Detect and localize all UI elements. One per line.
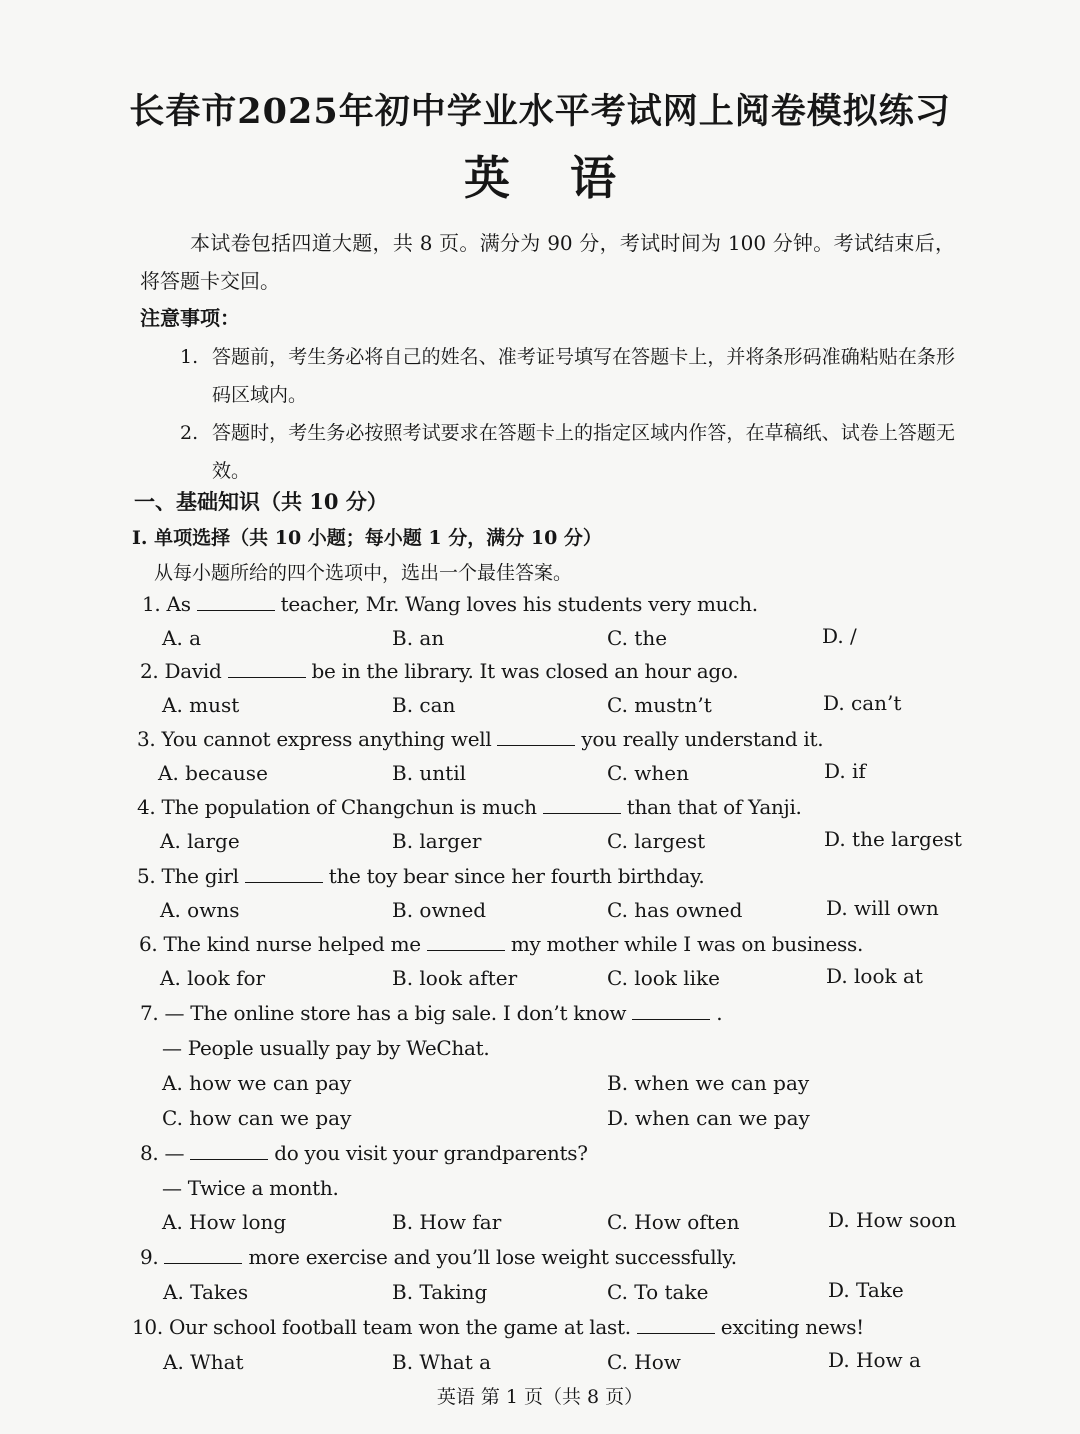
question-text-after: . [716,1001,723,1025]
option-a: A. Takes [163,1280,249,1304]
answer-blank [427,934,505,951]
answer-blank [190,1143,268,1160]
notice-number: 2. [180,422,199,444]
option-c: C. has owned [607,898,743,922]
question-stem [140,1141,588,1165]
question-stem [132,1315,864,1339]
answer-blank [497,729,575,746]
answer-blank [543,797,621,814]
subject-char-2: 语 [570,151,616,205]
option-d: D. the largest [824,827,962,851]
option-a: A. because [158,761,268,785]
option-d: D. How soon [828,1208,957,1232]
subject-title [0,142,1080,208]
page-footer: 英语 第 1 页（共 8 页） [436,1386,644,1408]
option-d: D. / [822,624,857,648]
question-text-after: be in the library. It was closed an hour ago. [311,659,739,683]
option-a: A. must [162,693,240,717]
option-c: C. To take [607,1280,709,1304]
question-number: 9. [140,1245,159,1269]
option-b: B. when we can pay [607,1071,810,1095]
part-instruction: 从每小题所给的四个选项中，选出一个最佳答案。 [154,562,573,584]
option-b: B. What a [392,1350,492,1374]
question-text-before: The girl [161,864,239,888]
option-d: D. Take [828,1278,904,1302]
option-b: B. an [392,626,445,650]
option-b: B. Taking [392,1280,488,1304]
question-text-after: do you visit your grandparents? [274,1141,588,1165]
question-stem [140,659,738,683]
question-text-before: The population of Changchun is much [161,795,537,819]
question-number: 3. [137,727,156,751]
notice-item [180,414,955,490]
question-number: 2. [140,659,159,683]
option-c: C. the [607,626,668,650]
option-d: D. can’t [823,691,902,715]
question-text-before: — The online store has a big sale. I don’t know [164,1001,627,1025]
question-stem [137,795,802,819]
subject-char-1: 英 [464,151,510,205]
question-text-after: teacher, Mr. Wang loves his students very much. [280,592,758,616]
question-text-before: David [164,659,222,683]
option-c: C. when [607,761,690,785]
answer-blank [197,594,275,611]
option-d: D. How a [828,1348,921,1372]
option-c: C. look like [607,966,721,990]
answer-blank [632,1003,710,1020]
notice-item [180,338,955,414]
question-stem [139,932,863,956]
question-text-before: You cannot express anything well [161,727,492,751]
option-a: A. a [162,626,202,650]
option-b: B. look after [392,966,518,990]
option-c: C. largest [607,829,706,853]
option-a: A. how we can pay [162,1071,352,1095]
notice-number: 1. [180,346,199,368]
option-a: A. large [160,829,240,853]
question-text-after: the toy bear since her fourth birthday. [328,864,705,888]
question-stem [140,1245,737,1269]
notice-text: 答题前，考生务必将自己的姓名、准考证号填写在答题卡上，并将条形码准确粘贴在条形码区域内。 [212,346,955,406]
option-a: A. look for [160,966,266,990]
option-c: C. How [607,1350,681,1374]
dialogue-reply: — People usually pay by WeChat. [162,1036,490,1060]
answer-blank [228,661,306,678]
question-stem [140,1001,722,1025]
option-c: C. how can we pay [162,1106,352,1130]
question-number: 6. [139,932,158,956]
option-a: A. How long [162,1210,287,1234]
question-number: 5. [137,864,156,888]
question-text-before: As [166,592,191,616]
option-b: B. until [392,761,467,785]
question-number: 10. [132,1315,163,1339]
option-a: A. owns [160,898,240,922]
question-text-after: my mother while I was on business. [510,932,864,956]
intro-paragraph: 本试卷包括四道大题，共 8 页。满分为 90 分，考试时间为 100 分钟。考试结束后，将答题卡交回。 [140,231,955,293]
option-d: D. when can we pay [607,1106,810,1130]
answer-blank [245,866,323,883]
option-b: B. How far [392,1210,502,1234]
option-b: B. owned [392,898,487,922]
answer-blank [164,1247,242,1264]
part-title: I. 单项选择（共 10 小题；每小题 1 分，满分 10 分） [132,527,602,549]
option-c: C. How often [607,1210,740,1234]
question-stem [137,864,704,888]
notice-heading: 注意事项： [140,306,240,330]
option-c: C. mustn’t [607,693,712,717]
question-text-after: more exercise and you’ll lose weight successfully. [248,1245,737,1269]
option-d: D. look at [826,964,923,988]
question-stem [137,727,823,751]
question-number: 8. [140,1141,159,1165]
question-text-after: than that of Yanji. [626,795,802,819]
section-title: 一、基础知识（共 10 分） [134,489,388,514]
question-stem [142,592,758,616]
answer-blank [637,1317,715,1334]
question-text-before: — [164,1141,185,1165]
option-a: A. What [163,1350,244,1374]
option-d: D. if [824,759,866,783]
question-number: 4. [137,795,156,819]
option-b: B. larger [392,829,482,853]
dialogue-reply: — Twice a month. [162,1176,339,1200]
question-text-before: Our school football team won the game at last. [168,1315,631,1339]
question-text-before: The kind nurse helped me [163,932,421,956]
exam-title: 长春市2025年初中学业水平考试网上阅卷模拟练习 [129,91,951,132]
option-d: D. will own [826,896,939,920]
option-b: B. can [392,693,456,717]
question-text-after: exciting news! [720,1315,864,1339]
question-text-after: you really understand it. [581,727,824,751]
question-number: 1. [142,592,161,616]
notice-text: 答题时，考生务必按照考试要求在答题卡上的指定区域内作答，在草稿纸、试卷上答题无效。 [212,422,955,482]
question-number: 7. [140,1001,159,1025]
